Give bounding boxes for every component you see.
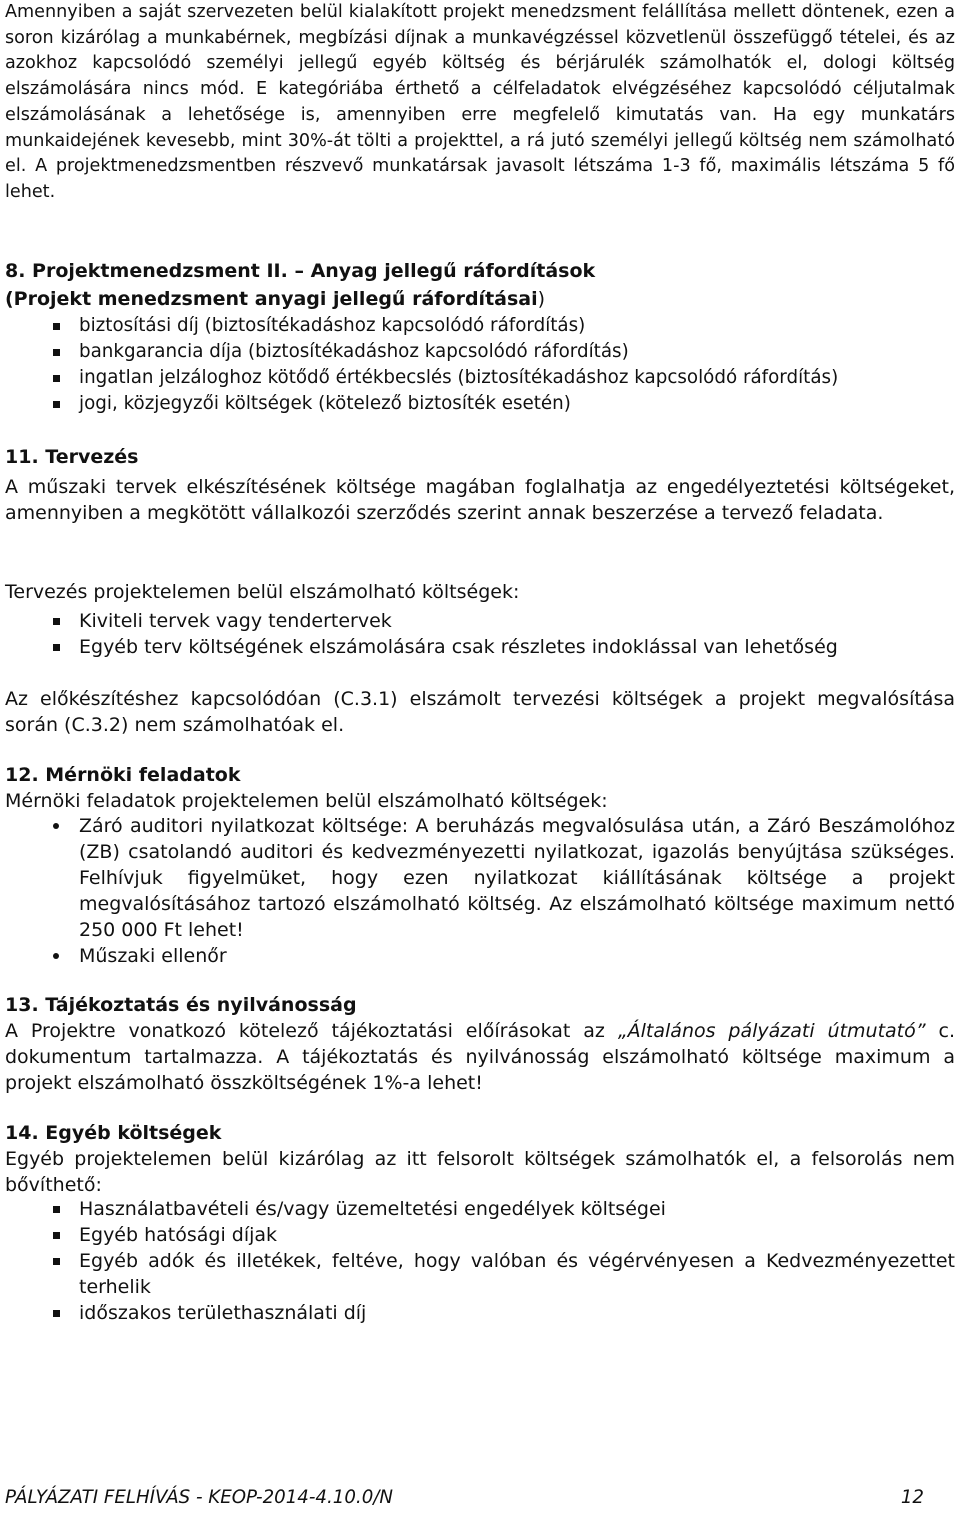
list-item: Egyéb hatósági díjak — [5, 1222, 955, 1248]
list-item: Záró auditori nyilatkozat költsége: A beruházás megvalósulása után, a Záró Beszámolóhoz (ZB) csatolandó auditori és kedvezményezetti nyilatkozat, igazolás benyújtása szükséges. Felhívjuk figyelmüket, hogy ezen nyilatkozat kiállításának költsége a projekt megvalósításához tartozó elszámolható költség. Az elszámolható költsége maximum nettó 250 000 Ft lehet! — [5, 813, 955, 943]
section-11-list — [5, 608, 838, 660]
list-item: biztosítási díj (biztosítékadáshoz kapcsolódó ráfordítás) — [5, 313, 838, 339]
section-12-list — [5, 813, 955, 969]
square-bullet-icon — [53, 644, 60, 651]
square-bullet-icon — [53, 1206, 60, 1213]
list-item: Egyéb terv költségének elszámolására csak részletes indoklással van lehetőség — [5, 634, 838, 660]
guide-reference: „Általános pályázati útmutató” — [617, 1020, 926, 1042]
square-bullet-icon — [53, 1310, 60, 1317]
section-11-title: 11. Tervezés — [5, 446, 139, 468]
section-8-list — [5, 313, 838, 417]
page-number: 12 — [900, 1487, 924, 1508]
round-bullet-icon — [53, 953, 59, 959]
section-8-title: 8. Projektmenedzsment II. – Anyag jellegű ráfordítások — [5, 260, 596, 282]
page-footer — [5, 1486, 924, 1510]
list-item: Egyéb adók és illetékek, feltéve, hogy valóban és végérvényesen a Kedvezményezettet terhelik — [5, 1248, 955, 1300]
section-12-title: 12. Mérnöki feladatok — [5, 764, 241, 786]
square-bullet-icon — [53, 1232, 60, 1239]
square-bullet-icon — [53, 323, 60, 330]
square-bullet-icon — [53, 349, 60, 356]
section-12-lead: Mérnöki feladatok projektelemen belül elszámolható költségek: — [5, 790, 608, 812]
section-14-list — [5, 1196, 955, 1326]
square-bullet-icon — [53, 1258, 60, 1265]
section-13-title: 13. Tájékoztatás és nyilvánosság — [5, 994, 357, 1016]
list-item: jogi, közjegyzői költségek (kötelező biztosíték esetén) — [5, 391, 838, 417]
section-14-lead: Egyéb projektelemen belül kizárólag az itt felsorolt költségek számolhatók el, a felsorolás nem bővíthető: — [5, 1148, 955, 1196]
list-item: bankgarancia díja (biztosítékadáshoz kapcsolódó ráfordítás) — [5, 339, 838, 365]
list-item: Használatbavételi és/vagy üzemeltetési engedélyek költségei — [5, 1196, 955, 1222]
footer-document-title: PÁLYÁZATI FELHÍVÁS - KEOP-2014-4.10.0/N — [5, 1487, 394, 1508]
square-bullet-icon — [53, 401, 60, 408]
section-11-lead: Tervezés projektelemen belül elszámolható költségek: — [5, 581, 520, 603]
section-14-title: 14. Egyéb költségek — [5, 1122, 222, 1144]
section-11-paragraph: A műszaki tervek elkészítésének költsége magában foglalhatja az engedélyeztetési költségeket, amennyiben a megkötött vállalkozói szerződés szerint annak beszerzése a tervező feladata. — [5, 476, 955, 524]
list-item: ingatlan jelzáloghoz kötődő értékbecslés (biztosítékadáshoz kapcsolódó ráfordítás) — [5, 365, 838, 391]
list-item: Kiviteli tervek vagy tendertervek — [5, 608, 838, 634]
list-item: időszakos területhasználati díj — [5, 1300, 955, 1326]
list-item: Műszaki ellenőr — [5, 943, 955, 969]
intro-paragraph: Amennyiben a saját szervezeten belül kialakított projekt menedzsment felállítása mellett döntenek, ezen a soron kizárólag a munkabérnek, megbízási díjnak a munkavégzéssel közvetlenül összefüggő tételei, és az azokhoz kapcsolódó személyi jellegű egyéb költség és bérjárulék számolhatók el, dologi költség elszámolására nincs mód. E kategóriába érthető a célfeladatok elvégzéséhez kapcsolódó céljutalmak elszámolásának a lehetősége is, amennyiben erre megfelelő kimutatás van. Ha egy munkatárs munkaidejének kevesebb, mint 30%-át tölti a projekttel, a rá jutó személyi jellegű költség nem számolható el. A projektmenedzsmentben részvevő munkatársak javasolt létszáma 1-3 fő, maximális létszáma 5 fő lehet. — [5, 2, 955, 202]
square-bullet-icon — [53, 375, 60, 382]
section-8-subtitle: (Projekt menedzsment anyagi jellegű ráfordításai) — [5, 287, 546, 310]
section-13-paragraph: A Projektre vonatkozó kötelező tájékoztatási előírásokat az „Általános pályázati útmutató” c. dokumentum tartalmazza. A tájékoztatás és nyilvánosság elszámolható költsége maximum a projekt elszámolható összköltségének 1%-a lehet! — [5, 1020, 956, 1094]
round-bullet-icon — [53, 823, 59, 829]
square-bullet-icon — [53, 618, 60, 625]
section-8-heading — [5, 258, 595, 313]
section-11-note: Az előkészítéshez kapcsolódóan (C.3.1) elszámolt tervezési költségek a projekt megvalósítása során (C.3.2) nem számolhatóak el. — [5, 688, 955, 736]
